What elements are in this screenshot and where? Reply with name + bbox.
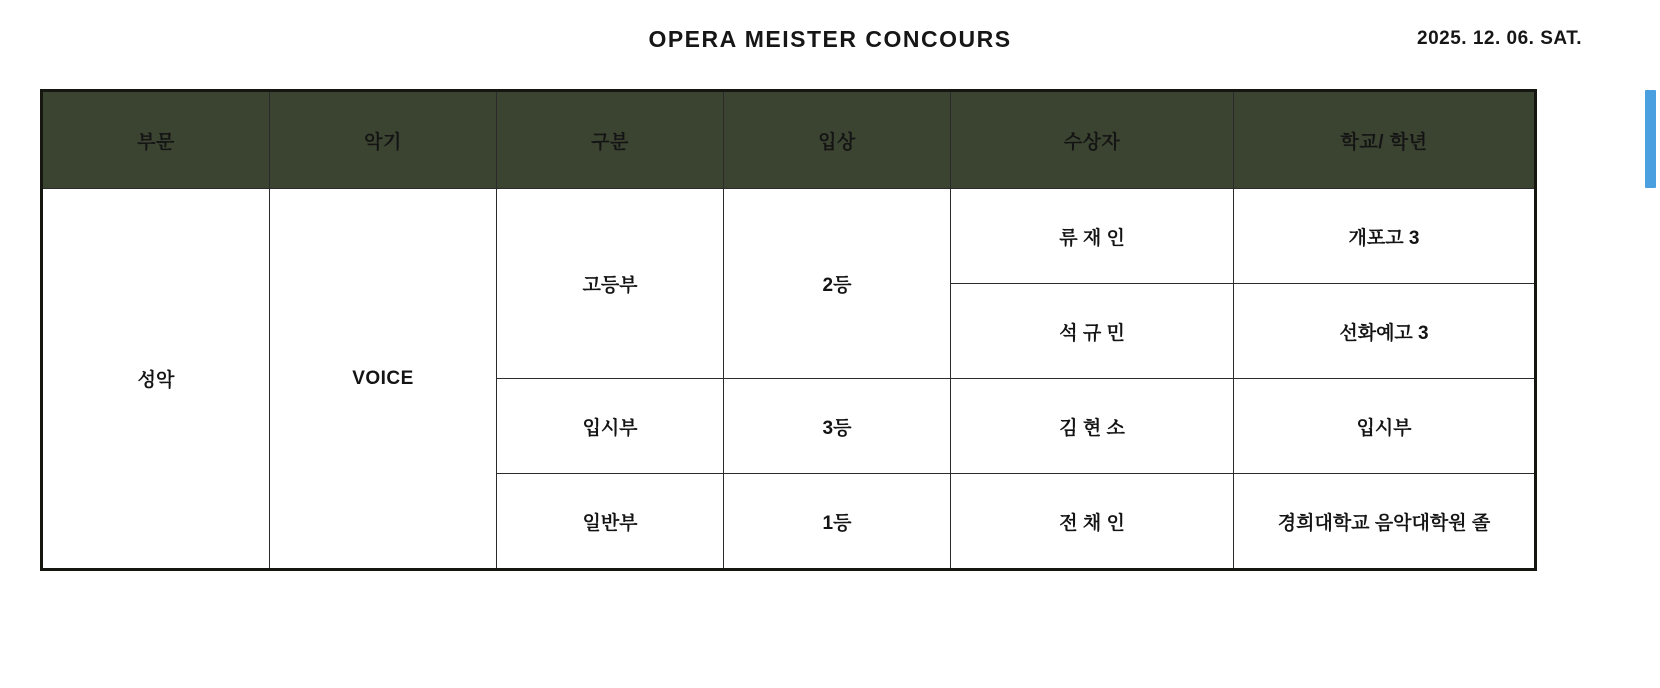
cell-winner: 전 채 인 [951, 474, 1234, 570]
cell-school: 경희대학교 음악대학원 졸 [1234, 474, 1536, 570]
cell-school: 선화예고 3 [1234, 284, 1536, 379]
table-row [42, 189, 1536, 284]
cell-winner: 석 규 민 [951, 284, 1234, 379]
column-header-school: 학교/ 학년 [1234, 91, 1536, 189]
column-header-part: 부문 [42, 91, 270, 189]
cell-winner: 김 현 소 [951, 379, 1234, 474]
cell-winner: 류 재 인 [951, 189, 1234, 284]
cell-part: 성악 [42, 189, 270, 570]
column-header-prize: 입상 [724, 91, 951, 189]
cell-prize: 3등 [724, 379, 951, 474]
cell-school: 개포고 3 [1234, 189, 1536, 284]
cell-school: 입시부 [1234, 379, 1536, 474]
results-table-container [40, 89, 1526, 571]
column-header-division: 구분 [497, 91, 724, 189]
cell-division: 고등부 [497, 189, 724, 379]
cell-prize: 2등 [724, 189, 951, 379]
column-header-instrument: 악기 [270, 91, 497, 189]
column-header-winner: 수상자 [951, 91, 1234, 189]
document-date: 2025. 12. 06. SAT. [1417, 28, 1582, 49]
cell-division: 입시부 [497, 379, 724, 474]
page-title: OPERA MEISTER CONCOURS [648, 26, 1012, 52]
cell-prize: 1등 [724, 474, 951, 570]
results-table [40, 89, 1537, 571]
cell-instrument: VOICE [270, 189, 497, 570]
cell-division: 일반부 [497, 474, 724, 570]
document-header [0, 0, 1660, 88]
scrollbar-thumb[interactable] [1645, 90, 1656, 188]
table-header-row [42, 91, 1536, 189]
